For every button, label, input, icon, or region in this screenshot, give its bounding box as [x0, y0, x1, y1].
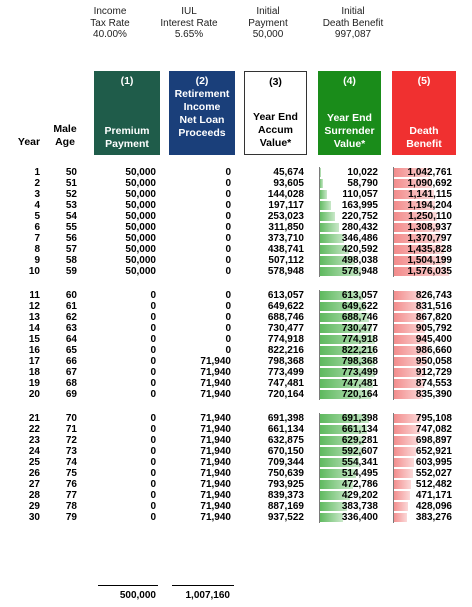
cell-surrender-value: 280,432	[341, 222, 378, 233]
assumption-interest-rate	[147, 6, 231, 41]
cell-age: 57	[65, 244, 77, 255]
cell-loan-proceeds: 71,940	[200, 490, 231, 501]
cell-loan-proceeds: 0	[225, 312, 231, 323]
cell-death-benefit: 867,820	[415, 312, 452, 323]
cell-death-benefit: 383,276	[415, 512, 452, 523]
cell-year: 3	[34, 189, 40, 200]
table-row	[0, 378, 472, 389]
assumption-label: Income	[93, 6, 127, 17]
cell-premium: 0	[150, 334, 156, 345]
cell-age: 78	[65, 501, 77, 512]
cell-year: 28	[28, 490, 40, 501]
cell-year: 7	[34, 233, 40, 244]
cell-year: 2	[34, 178, 40, 189]
header-col-number: (2)	[195, 75, 209, 87]
cell-age: 77	[65, 490, 77, 501]
cell-death-benefit: 698,897	[415, 435, 452, 446]
cell-loan-proceeds: 71,940	[200, 413, 231, 424]
assumption-label: Initial	[256, 6, 280, 17]
cell-age: 55	[65, 222, 77, 233]
table-row	[0, 334, 472, 345]
cell-premium: 0	[150, 413, 156, 424]
table-row	[0, 367, 472, 378]
cell-premium: 0	[150, 468, 156, 479]
cell-loan-proceeds: 0	[225, 244, 231, 255]
cell-surrender-value: 578,948	[341, 266, 378, 277]
cell-loan-proceeds: 71,940	[200, 479, 231, 490]
cell-year: 1	[34, 167, 40, 178]
cell-surrender-value: 649,622	[341, 301, 378, 312]
table-row	[0, 435, 472, 446]
cell-loan-proceeds: 0	[225, 211, 231, 222]
total-loan-proceeds: 1,007,160	[185, 590, 230, 601]
cell-premium: 50,000	[125, 189, 156, 200]
table-row	[0, 189, 472, 200]
cell-age: 56	[65, 233, 77, 244]
cell-loan-proceeds: 0	[225, 167, 231, 178]
header-col-label: Retirement	[174, 88, 230, 100]
cell-surrender-value: 420,592	[341, 244, 378, 255]
assumption-value: 40.00%	[93, 29, 127, 40]
table-row	[0, 345, 472, 356]
cell-death-benefit: 912,729	[415, 367, 452, 378]
header-premium-payment	[94, 71, 160, 155]
cell-age: 59	[65, 266, 77, 277]
cell-death-benefit: 905,792	[415, 323, 452, 334]
cell-year: 8	[34, 244, 40, 255]
cell-accum-value: 822,216	[267, 345, 304, 356]
table-row	[0, 312, 472, 323]
cell-accum-value: 709,344	[267, 457, 304, 468]
cell-age: 74	[65, 457, 77, 468]
cell-premium: 50,000	[125, 178, 156, 189]
cell-loan-proceeds: 0	[225, 200, 231, 211]
header-col-label: Surrender	[324, 125, 375, 137]
table-row	[0, 211, 472, 222]
cell-premium: 50,000	[125, 167, 156, 178]
cell-loan-proceeds: 71,940	[200, 424, 231, 435]
header-col-label: Year End	[327, 112, 372, 124]
cell-accum-value: 720,164	[267, 389, 304, 400]
cell-age: 53	[65, 200, 77, 211]
cell-surrender-value: 629,281	[341, 435, 378, 446]
table-row	[0, 389, 472, 400]
cell-loan-proceeds: 0	[225, 222, 231, 233]
cell-premium: 50,000	[125, 222, 156, 233]
cell-loan-proceeds: 71,940	[200, 446, 231, 457]
cell-year: 9	[34, 255, 40, 266]
cell-year: 30	[28, 512, 40, 523]
cell-age: 71	[65, 424, 77, 435]
cell-death-benefit: 1,194,204	[407, 200, 452, 211]
row-group-gap	[0, 400, 472, 413]
header-col-label: Death	[409, 125, 439, 137]
cell-year: 22	[28, 424, 40, 435]
cell-year: 16	[28, 345, 40, 356]
table-row	[0, 356, 472, 367]
cell-year: 26	[28, 468, 40, 479]
cell-premium: 0	[150, 501, 156, 512]
table-row	[0, 255, 472, 266]
cell-age: 63	[65, 323, 77, 334]
cell-accum-value: 887,169	[267, 501, 304, 512]
cell-year: 6	[34, 222, 40, 233]
cell-accum-value: 773,499	[267, 367, 304, 378]
cell-premium: 0	[150, 378, 156, 389]
cell-loan-proceeds: 0	[225, 323, 231, 334]
table-row	[0, 301, 472, 312]
row-group-gap	[0, 277, 472, 290]
cell-age: 68	[65, 378, 77, 389]
cell-death-benefit: 945,400	[415, 334, 452, 345]
cell-year: 20	[28, 389, 40, 400]
cell-death-benefit: 747,082	[415, 424, 452, 435]
cell-loan-proceeds: 0	[225, 233, 231, 244]
cell-surrender-value: 429,202	[341, 490, 378, 501]
cell-accum-value: 197,117	[268, 200, 304, 211]
cell-loan-proceeds: 0	[225, 301, 231, 312]
cell-year: 12	[28, 301, 40, 312]
cell-age: 73	[65, 446, 77, 457]
cell-death-benefit: 835,390	[415, 389, 452, 400]
cell-death-benefit: 986,660	[415, 345, 452, 356]
cell-year: 17	[28, 356, 40, 367]
cell-year: 10	[28, 266, 40, 277]
header-age-line: Age	[55, 136, 75, 148]
cell-accum-value: 632,875	[267, 435, 304, 446]
cell-age: 50	[65, 167, 77, 178]
cell-age: 70	[65, 413, 77, 424]
cell-loan-proceeds: 71,940	[200, 378, 231, 389]
cell-age: 75	[65, 468, 77, 479]
cell-age: 79	[65, 512, 77, 523]
cell-surrender-value: 220,752	[341, 211, 378, 222]
assumption-label: Interest Rate	[160, 17, 218, 29]
header-col-label: Income	[183, 101, 221, 113]
cell-premium: 0	[150, 479, 156, 490]
cell-age: 76	[65, 479, 77, 490]
cell-premium: 0	[150, 457, 156, 468]
cell-loan-proceeds: 71,940	[200, 457, 231, 468]
table-row	[0, 222, 472, 233]
cell-premium: 0	[150, 312, 156, 323]
assumption-value: 50,000	[252, 29, 284, 40]
cell-death-benefit: 603,995	[415, 457, 452, 468]
cell-loan-proceeds: 71,940	[200, 512, 231, 523]
cell-age: 67	[65, 367, 77, 378]
cell-accum-value: 661,134	[267, 424, 304, 435]
cell-loan-proceeds: 0	[225, 255, 231, 266]
cell-death-benefit: 950,058	[415, 356, 452, 367]
header-col-label: Payment	[105, 138, 149, 150]
cell-accum-value: 93,605	[273, 178, 304, 189]
header-net-loan-proceeds	[169, 71, 235, 155]
cell-year: 4	[34, 200, 40, 211]
cell-accum-value: 613,057	[267, 290, 304, 301]
header-year-label: Year	[17, 136, 41, 148]
table-row	[0, 244, 472, 255]
cell-year: 25	[28, 457, 40, 468]
assumption-value: 5.65%	[174, 29, 204, 40]
assumption-initial-payment	[233, 6, 303, 41]
table-row	[0, 266, 472, 277]
assumption-label: Initial	[341, 6, 365, 17]
cell-surrender-value: 514,495	[341, 468, 378, 479]
header-col-label: Accum	[257, 124, 293, 136]
header-col-number: (1)	[120, 75, 134, 87]
cell-year: 11	[29, 290, 40, 301]
cell-age: 60	[65, 290, 77, 301]
cell-accum-value: 373,710	[267, 233, 304, 244]
header-col-number: (4)	[343, 75, 356, 87]
table-row	[0, 200, 472, 211]
cell-premium: 0	[150, 367, 156, 378]
cell-premium: 0	[150, 301, 156, 312]
table-row	[0, 512, 472, 523]
cell-surrender-value: 747,481	[341, 378, 378, 389]
cell-loan-proceeds: 0	[225, 345, 231, 356]
cell-surrender-value: 798,368	[341, 356, 378, 367]
cell-accum-value: 45,674	[273, 167, 304, 178]
cell-premium: 50,000	[125, 211, 156, 222]
cell-death-benefit: 1,435,828	[407, 244, 452, 255]
cell-age: 62	[65, 312, 77, 323]
cell-year: 13	[28, 312, 40, 323]
cell-loan-proceeds: 0	[225, 178, 231, 189]
cell-premium: 50,000	[125, 233, 156, 244]
cell-surrender-value: 346,486	[341, 233, 378, 244]
header-col-label: Value*	[333, 138, 366, 150]
cell-surrender-value: 110,057	[342, 189, 378, 200]
cell-surrender-value: 554,341	[341, 457, 378, 468]
header-col-label: Benefit	[406, 138, 442, 150]
cell-accum-value: 798,368	[267, 356, 304, 367]
cell-age: 72	[65, 435, 77, 446]
assumption-label: Death Benefit	[322, 17, 384, 29]
table-row	[0, 490, 472, 501]
cell-death-benefit: 1,576,035	[407, 266, 452, 277]
assumption-label: IUL	[181, 6, 197, 17]
cell-age: 51	[65, 178, 77, 189]
cell-surrender-value: 730,477	[341, 323, 378, 334]
cell-surrender-value: 661,134	[341, 424, 378, 435]
header-death-benefit	[392, 71, 456, 155]
cell-surrender-value: 592,607	[341, 446, 378, 457]
cell-year: 27	[28, 479, 40, 490]
cell-year: 15	[28, 334, 40, 345]
cell-accum-value: 691,398	[267, 413, 304, 424]
cell-accum-value: 730,477	[267, 323, 304, 334]
table-row	[0, 468, 472, 479]
table-row	[0, 233, 472, 244]
cell-accum-value: 507,112	[268, 255, 304, 266]
cell-death-benefit: 795,108	[415, 413, 452, 424]
totals-divider	[98, 585, 158, 586]
cell-accum-value: 144,028	[267, 189, 304, 200]
cell-surrender-value: 498,038	[341, 255, 378, 266]
header-accum-value	[244, 71, 307, 155]
cell-death-benefit: 1,141,115	[408, 189, 452, 200]
cell-premium: 0	[150, 356, 156, 367]
cell-accum-value: 774,918	[267, 334, 304, 345]
cell-surrender-value: 720,164	[341, 389, 378, 400]
cell-year: 5	[34, 211, 40, 222]
header-col-label: Net Loan	[179, 114, 225, 126]
table-row	[0, 167, 472, 178]
cell-death-benefit: 1,042,761	[407, 167, 452, 178]
cell-loan-proceeds: 71,940	[200, 468, 231, 479]
cell-surrender-value: 691,398	[341, 413, 378, 424]
cell-premium: 50,000	[125, 266, 156, 277]
cell-accum-value: 649,622	[267, 301, 304, 312]
cell-accum-value: 839,373	[267, 490, 304, 501]
cell-premium: 0	[150, 290, 156, 301]
cell-year: 18	[28, 367, 40, 378]
assumption-label: Payment	[248, 17, 288, 29]
assumption-value: 997,087	[334, 29, 372, 40]
header-surrender-value	[318, 71, 381, 155]
cell-death-benefit: 874,553	[415, 378, 452, 389]
cell-accum-value: 793,925	[267, 479, 304, 490]
cell-year: 24	[28, 446, 40, 457]
cell-accum-value: 670,150	[267, 446, 304, 457]
cell-premium: 0	[150, 446, 156, 457]
cell-death-benefit: 428,096	[415, 501, 452, 512]
cell-accum-value: 253,023	[267, 211, 304, 222]
table-row	[0, 501, 472, 512]
cell-accum-value: 688,746	[267, 312, 304, 323]
header-col-label: Proceeds	[178, 127, 226, 139]
cell-loan-proceeds: 71,940	[200, 367, 231, 378]
cell-year: 29	[28, 501, 40, 512]
cell-loan-proceeds: 0	[225, 189, 231, 200]
cell-death-benefit: 552,027	[415, 468, 452, 479]
header-col-label: Year End	[253, 111, 298, 123]
cell-premium: 50,000	[125, 255, 156, 266]
cell-death-benefit: 1,370,797	[407, 233, 452, 244]
table-row	[0, 178, 472, 189]
cell-year: 19	[28, 378, 40, 389]
cell-age: 61	[65, 301, 77, 312]
cell-death-benefit: 1,090,692	[407, 178, 452, 189]
header-col-label: Value*	[259, 137, 292, 149]
header-col-number: (3)	[269, 76, 282, 88]
cell-surrender-value: 10,022	[347, 167, 378, 178]
cell-premium: 0	[150, 345, 156, 356]
cell-age: 54	[65, 211, 77, 222]
header-col-number: (5)	[417, 75, 431, 87]
table-row	[0, 446, 472, 457]
cell-loan-proceeds: 0	[225, 266, 231, 277]
table-row	[0, 457, 472, 468]
cell-death-benefit: 826,743	[415, 290, 452, 301]
cell-premium: 0	[150, 424, 156, 435]
cell-premium: 0	[150, 512, 156, 523]
assumption-initial-death-benefit	[308, 6, 398, 41]
cell-loan-proceeds: 71,940	[200, 501, 231, 512]
cell-accum-value: 937,522	[267, 512, 304, 523]
total-premium: 500,000	[119, 590, 156, 601]
cell-premium: 50,000	[125, 200, 156, 211]
cell-loan-proceeds: 0	[225, 290, 231, 301]
cell-death-benefit: 831,516	[415, 301, 452, 312]
cell-death-benefit: 1,308,937	[407, 222, 452, 233]
cell-accum-value: 578,948	[267, 266, 304, 277]
cell-accum-value: 438,741	[267, 244, 304, 255]
cell-death-benefit: 1,504,199	[407, 255, 452, 266]
header-year	[14, 136, 44, 149]
table-row	[0, 424, 472, 435]
totals-divider	[172, 585, 234, 586]
cell-surrender-value: 336,400	[341, 512, 378, 523]
cell-premium: 0	[150, 435, 156, 446]
cell-age: 52	[65, 189, 77, 200]
table-row	[0, 323, 472, 334]
cell-accum-value: 750,639	[267, 468, 304, 479]
cell-surrender-value: 58,790	[347, 178, 378, 189]
cell-surrender-value: 163,995	[341, 200, 378, 211]
header-age	[50, 123, 80, 149]
cell-loan-proceeds: 71,940	[200, 389, 231, 400]
cell-premium: 50,000	[125, 244, 156, 255]
table-row	[0, 413, 472, 424]
cell-age: 64	[65, 334, 77, 345]
cell-age: 58	[65, 255, 77, 266]
assumption-label: Tax Rate	[90, 17, 130, 29]
cell-year: 21	[28, 413, 40, 424]
cell-loan-proceeds: 71,940	[200, 356, 231, 367]
cell-year: 14	[28, 323, 40, 334]
cell-age: 69	[65, 389, 77, 400]
cell-accum-value: 311,850	[268, 222, 304, 233]
cell-surrender-value: 774,918	[341, 334, 378, 345]
cell-surrender-value: 613,057	[341, 290, 378, 301]
table-row	[0, 290, 472, 301]
cell-death-benefit: 1,250,110	[408, 211, 452, 222]
cell-age: 66	[65, 356, 77, 367]
cell-surrender-value: 773,499	[341, 367, 378, 378]
assumption-tax-rate	[70, 6, 150, 41]
cell-surrender-value: 688,746	[341, 312, 378, 323]
cell-premium: 0	[150, 389, 156, 400]
header-col-label: Premium	[104, 125, 150, 137]
table-row	[0, 479, 472, 490]
header-age-line: Male	[53, 123, 77, 135]
cell-surrender-value: 472,786	[341, 479, 378, 490]
illustration-table	[0, 167, 472, 523]
cell-year: 23	[28, 435, 40, 446]
cell-death-benefit: 471,171	[415, 490, 452, 501]
cell-accum-value: 747,481	[267, 378, 304, 389]
cell-loan-proceeds: 0	[225, 334, 231, 345]
cell-age: 65	[65, 345, 77, 356]
cell-death-benefit: 512,482	[415, 479, 452, 490]
cell-surrender-value: 822,216	[341, 345, 378, 356]
cell-death-benefit: 652,921	[415, 446, 452, 457]
cell-premium: 0	[150, 490, 156, 501]
cell-loan-proceeds: 71,940	[200, 435, 231, 446]
cell-premium: 0	[150, 323, 156, 334]
cell-surrender-value: 383,738	[341, 501, 378, 512]
